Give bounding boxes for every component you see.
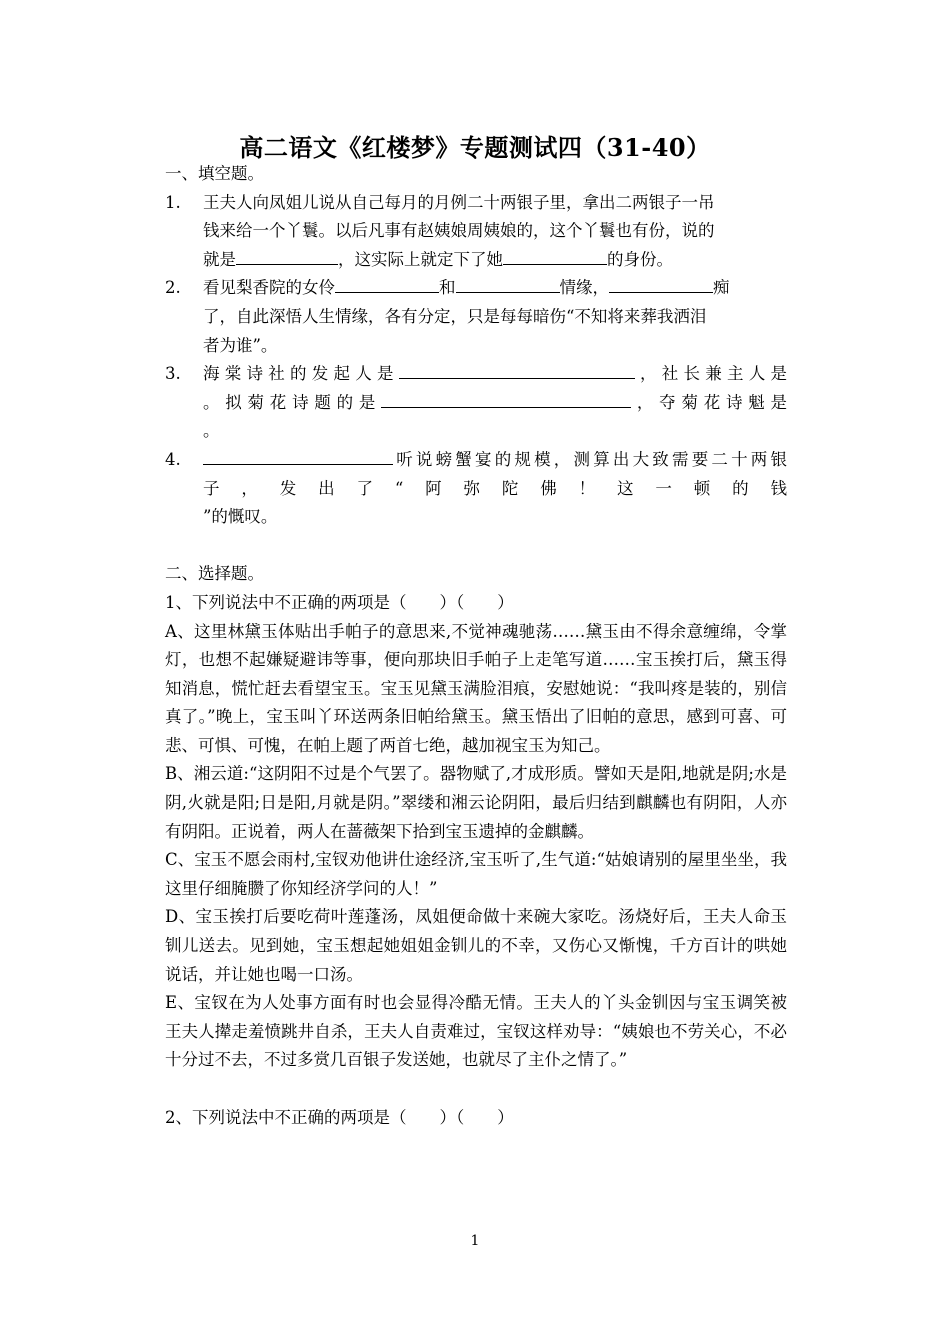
fill-blank[interactable] xyxy=(399,360,635,379)
fill-blank[interactable] xyxy=(203,446,393,465)
option-c: C、宝玉不愿会雨村,宝钗劝他讲仕途经济,宝玉听了,生气道:“姑娘请别的屋里坐坐，我这里仔细腌臜了你知经济学问的人！” xyxy=(165,850,787,898)
question-3 xyxy=(165,360,787,446)
question-2 xyxy=(165,274,787,360)
fill-blank[interactable] xyxy=(609,274,713,293)
option-b: B、湘云道:“这阴阳不过是个气罢了。器物赋了,才成形质。譬如天是阳,地就是阴;水是阴,火就是阳;日是阳,月就是阴。”翠缕和湘云论阴阳，最后归结到麒麟也有阴阳，人亦有阴阳。正说着，两人在蔷薇架下拾到宝玉遗掉的金麒麟。 xyxy=(165,764,787,841)
option-a: A、这里林黛玉体贴出手帕子的意思来,不觉神魂驰荡……黛玉由不得余意缠绵，令掌灯，也想不起嫌疑避讳等事，便向那块旧手帕子上走笔写道……宝玉挨打后，黛玉得知消息，慌忙赶去看望宝玉。宝玉见黛玉满脸泪痕，安慰她说：“我叫疼是装的，别信真了。”晚上，宝玉叫丫环送两条旧帕给黛玉。黛玉悟出了旧帕的意思，感到可喜、可悲、可惧、可愧，在帕上题了两首七绝，越加视宝玉为知己。 xyxy=(165,621,787,755)
question-text: ，这实际上就定下了她 xyxy=(338,249,503,269)
fill-blank[interactable] xyxy=(381,389,631,408)
question-text: 和 xyxy=(439,278,456,298)
question-text-line: 。 xyxy=(203,421,220,441)
question-text: 。拟菊花诗题的是 xyxy=(203,392,382,412)
section-heading-fill-in: 一、填空题。 xyxy=(165,164,264,183)
question-number: 4. xyxy=(165,449,181,469)
question-text: 就是 xyxy=(203,249,236,269)
fill-blank[interactable] xyxy=(335,274,439,293)
question-number: 1. xyxy=(165,192,181,212)
question-4 xyxy=(165,446,787,532)
section-heading-choice: 二、选择题。 xyxy=(165,564,264,584)
question-text: 的身份。 xyxy=(607,249,673,269)
question-text: 听说螃蟹宴的规模，测算出大致需要二十两银 xyxy=(393,449,787,469)
fill-blank[interactable] xyxy=(503,246,607,265)
question-number: 3. xyxy=(165,364,181,384)
question-text-line: 钱来给一个丫鬟。以后凡事有赵姨娘周姨娘的，这个丫鬟也有份，说的 xyxy=(203,221,715,241)
choice-question-2: 2、下列说法中不正确的两项是（ ）（ ） xyxy=(165,1107,514,1127)
question-text-line: 子，发出了“阿弥陀佛！这一顿的钱 xyxy=(203,478,787,498)
question-text: ，社长兼主人是 xyxy=(634,364,787,384)
question-text-line: 者为谁”。 xyxy=(203,335,278,355)
document-body xyxy=(165,160,787,1132)
question-text-line: ”的慨叹。 xyxy=(203,507,278,527)
question-1 xyxy=(165,189,787,275)
question-text: 痴 xyxy=(713,278,730,298)
question-number: 2. xyxy=(165,278,181,298)
choice-question-1: 1、下列说法中不正确的两项是（ ）（ ） xyxy=(165,592,514,612)
question-text: 情缘， xyxy=(559,278,609,298)
question-text-line: 王夫人向凤姐儿说从自己每月的月例二十两银子里，拿出二两银子一吊 xyxy=(203,192,715,212)
question-text: 看见梨香院的女伶 xyxy=(203,278,335,298)
question-text: 海棠诗社的发起人是 xyxy=(203,364,399,384)
option-d: D、宝玉挨打后要吃荷叶莲蓬汤，凤姐便命做十来碗大家吃。汤烧好后，王夫人命玉钏儿送去。见到她，宝玉想起她姐姐金钏儿的不幸，又伤心又惭愧，千方百计的哄她说话，并让她也喝一口汤。 xyxy=(165,907,787,984)
fill-blank[interactable] xyxy=(456,274,560,293)
page-title: 高二语文《红楼梦》专题测试四（31-40） xyxy=(239,133,711,162)
option-e: E、宝钗在为人处事方面有时也会显得冷酷无情。王夫人的丫头金钏因与宝玉调笑被王夫人撵走羞愤跳井自杀，王夫人自责难过，宝钗这样劝导：“姨娘也不劳关心，不必十分过不去，不过多赏几百银子发送她，也就尽了主仆之情了。” xyxy=(165,993,787,1070)
page-number: 1 xyxy=(470,1233,480,1249)
question-text: ，夺菊花诗魁是 xyxy=(631,392,788,412)
fill-blank[interactable] xyxy=(236,246,338,265)
question-text-line: 了，自此深悟人生情缘，各有分定，只是每每暗伤“不知将来葬我洒泪 xyxy=(203,306,707,326)
